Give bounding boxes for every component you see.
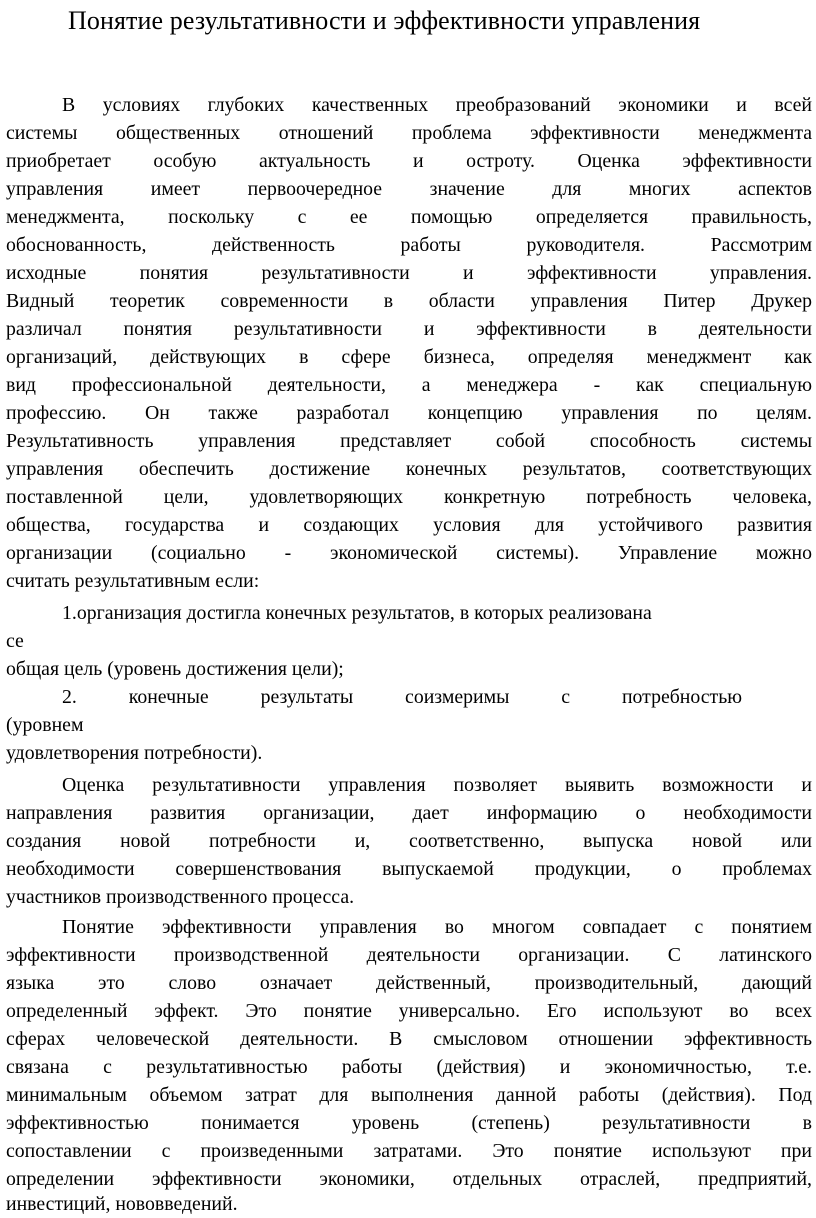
- paragraph-line: определенный эффект. Это понятие универсально. Его используют во всех: [6, 1000, 812, 1022]
- paragraph-line: организации (социально - экономической системы). Управление можно: [6, 542, 812, 564]
- paragraph-line: участников производственного процесса.: [6, 886, 355, 908]
- paragraph-line: Понятие эффективности управления во многом совпадает с понятием: [62, 916, 812, 938]
- paragraph-line: необходимости совершенствования выпускаемой продукции, о проблемах: [6, 858, 812, 880]
- paragraph-line: считать результативным если:: [6, 570, 260, 592]
- paragraph-line: приобретает особую актуальность и остроту. Оценка эффективности: [6, 150, 812, 172]
- paragraph-line: организаций, действующих в сфере бизнеса, определяя менеджмент как: [6, 346, 812, 368]
- paragraph-line: обоснованность, действенность работы руководителя. Рассмотрим: [6, 234, 812, 256]
- paragraph-line: эффективности производственной деятельности организации. С латинского: [6, 944, 812, 966]
- page-title: Понятие результативности и эффективности управления: [68, 6, 701, 35]
- paragraph-line: определении эффективности экономики, отдельных отраслей, предприятий,: [6, 1168, 812, 1190]
- list-item-line: удовлетворения потребности).: [6, 742, 263, 764]
- list-item-line: се: [6, 630, 24, 652]
- paragraph-line: Оценка результативности управления позволяет выявить возможности и: [62, 774, 812, 796]
- paragraph-line: системы общественных отношений проблема эффективности менеджмента: [6, 122, 812, 144]
- paragraph-line: вид профессиональной деятельности, а менеджера - как специальную: [6, 374, 812, 396]
- list-item-line: 2. конечные результаты соизмеримы с потребностью: [62, 686, 742, 708]
- paragraph-line: эффективностью понимается уровень (степень) результативности в: [6, 1112, 812, 1134]
- paragraph-line: управления имеет первоочередное значение для многих аспектов: [6, 178, 812, 200]
- list-item-line: общая цель (уровень достижения цели);: [6, 658, 344, 680]
- paragraph-line: различал понятия результативности и эффективности в деятельности: [6, 318, 812, 340]
- paragraph-line: В условиях глубоких качественных преобразований экономики и всей: [62, 94, 812, 116]
- paragraph-line: исходные понятия результативности и эффективности управления.: [6, 262, 812, 284]
- paragraph-line: профессию. Он также разработал концепцию управления по целям.: [6, 402, 812, 424]
- paragraph-line: Результативность управления представляет собой способность системы: [6, 430, 812, 452]
- paragraph-line: минимальным объемом затрат для выполнения данной работы (действия). Под: [6, 1084, 812, 1106]
- list-item-line: (уровнем: [6, 714, 84, 736]
- list-item-line: 1.организация достигла конечных результатов, в которых реализована: [62, 602, 652, 624]
- paragraph-line: сферах человеческой деятельности. В смысловом отношении эффективность: [6, 1028, 812, 1050]
- paragraph-line: сопоставлении с произведенными затратами. Это понятие используют при: [6, 1140, 812, 1162]
- paragraph-line: менеджмента, поскольку с ее помощью определяется правильность,: [6, 206, 812, 228]
- paragraph-line: направления развития организации, дает информацию о необходимости: [6, 802, 812, 824]
- paragraph-line: управления обеспечить достижение конечных результатов, соответствующих: [6, 458, 812, 480]
- paragraph-line: языка это слово означает действенный, производительный, дающий: [6, 972, 812, 994]
- paragraph-line: создания новой потребности и, соответственно, выпуска новой или: [6, 830, 812, 852]
- paragraph-line: общества, государства и создающих условия для устойчивого развития: [6, 514, 812, 536]
- paragraph-line: связана с результативностью работы (действия) и экономичностью, т.е.: [6, 1056, 812, 1078]
- paragraph-line: Видный теоретик современности в области управления Питер Друкер: [6, 290, 812, 312]
- paragraph-line: поставленной цели, удовлетворяющих конкретную потребность человека,: [6, 486, 812, 508]
- paragraph-line: инвестиций, нововведений.: [6, 1193, 238, 1215]
